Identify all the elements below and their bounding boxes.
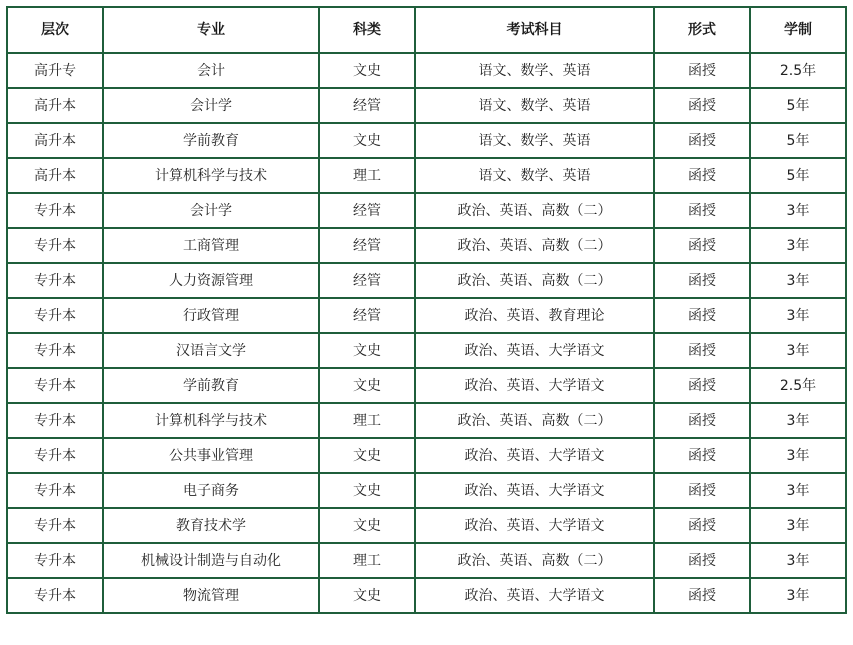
cell-category: 理工 xyxy=(319,543,415,578)
cell-duration: 3年 xyxy=(750,543,846,578)
cell-major: 行政管理 xyxy=(103,298,319,333)
table-row xyxy=(7,368,846,403)
cell-duration: 3年 xyxy=(750,508,846,543)
cell-major: 汉语言文学 xyxy=(103,333,319,368)
cell-study-form: 函授 xyxy=(654,578,750,613)
cell-duration: 2.5年 xyxy=(750,368,846,403)
table-row xyxy=(7,438,846,473)
cell-level: 专升本 xyxy=(7,263,103,298)
cell-exam-subjects: 政治、英语、高数（二） xyxy=(415,263,654,298)
cell-study-form: 函授 xyxy=(654,473,750,508)
cell-level: 专升本 xyxy=(7,438,103,473)
cell-level: 专升本 xyxy=(7,543,103,578)
cell-major: 物流管理 xyxy=(103,578,319,613)
table-row xyxy=(7,193,846,228)
cell-study-form: 函授 xyxy=(654,53,750,88)
cell-study-form: 函授 xyxy=(654,298,750,333)
cell-study-form: 函授 xyxy=(654,368,750,403)
cell-major: 公共事业管理 xyxy=(103,438,319,473)
cell-level: 专升本 xyxy=(7,578,103,613)
table-row xyxy=(7,543,846,578)
table-body xyxy=(7,53,846,613)
cell-exam-subjects: 政治、英语、大学语文 xyxy=(415,438,654,473)
header-level: 层次 xyxy=(7,7,103,53)
header-duration: 学制 xyxy=(750,7,846,53)
cell-exam-subjects: 政治、英语、高数（二） xyxy=(415,193,654,228)
cell-category: 经管 xyxy=(319,228,415,263)
cell-study-form: 函授 xyxy=(654,403,750,438)
cell-duration: 3年 xyxy=(750,403,846,438)
cell-exam-subjects: 政治、英语、高数（二） xyxy=(415,228,654,263)
table-row xyxy=(7,508,846,543)
cell-study-form: 函授 xyxy=(654,333,750,368)
cell-category: 文史 xyxy=(319,578,415,613)
cell-duration: 3年 xyxy=(750,578,846,613)
cell-level: 专升本 xyxy=(7,228,103,263)
cell-study-form: 函授 xyxy=(654,508,750,543)
cell-category: 经管 xyxy=(319,298,415,333)
cell-duration: 3年 xyxy=(750,333,846,368)
cell-category: 文史 xyxy=(319,53,415,88)
cell-duration: 3年 xyxy=(750,228,846,263)
cell-category: 文史 xyxy=(319,473,415,508)
cell-exam-subjects: 政治、英语、大学语文 xyxy=(415,368,654,403)
cell-major: 教育技术学 xyxy=(103,508,319,543)
table-row xyxy=(7,158,846,193)
table-row xyxy=(7,228,846,263)
cell-category: 文史 xyxy=(319,123,415,158)
cell-major: 学前教育 xyxy=(103,123,319,158)
cell-major: 会计学 xyxy=(103,193,319,228)
cell-duration: 2.5年 xyxy=(750,53,846,88)
cell-major: 会计学 xyxy=(103,88,319,123)
header-exam-subjects: 考试科目 xyxy=(415,7,654,53)
cell-study-form: 函授 xyxy=(654,228,750,263)
cell-major: 电子商务 xyxy=(103,473,319,508)
enrollment-table xyxy=(6,6,847,614)
cell-category: 经管 xyxy=(319,88,415,123)
cell-major: 会计 xyxy=(103,53,319,88)
cell-level: 专升本 xyxy=(7,193,103,228)
cell-exam-subjects: 语文、数学、英语 xyxy=(415,88,654,123)
cell-exam-subjects: 政治、英语、教育理论 xyxy=(415,298,654,333)
cell-category: 文史 xyxy=(319,508,415,543)
cell-exam-subjects: 语文、数学、英语 xyxy=(415,53,654,88)
cell-level: 高升本 xyxy=(7,123,103,158)
cell-level: 高升本 xyxy=(7,158,103,193)
cell-study-form: 函授 xyxy=(654,123,750,158)
cell-duration: 5年 xyxy=(750,158,846,193)
table-row xyxy=(7,473,846,508)
table-row xyxy=(7,403,846,438)
cell-study-form: 函授 xyxy=(654,263,750,298)
cell-level: 专升本 xyxy=(7,368,103,403)
cell-duration: 3年 xyxy=(750,473,846,508)
cell-exam-subjects: 政治、英语、大学语文 xyxy=(415,578,654,613)
cell-exam-subjects: 政治、英语、高数（二） xyxy=(415,403,654,438)
table-row xyxy=(7,578,846,613)
cell-study-form: 函授 xyxy=(654,193,750,228)
cell-exam-subjects: 政治、英语、大学语文 xyxy=(415,333,654,368)
cell-study-form: 函授 xyxy=(654,543,750,578)
cell-study-form: 函授 xyxy=(654,158,750,193)
table-row xyxy=(7,88,846,123)
table-row xyxy=(7,123,846,158)
cell-major: 计算机科学与技术 xyxy=(103,158,319,193)
cell-category: 文史 xyxy=(319,333,415,368)
cell-major: 工商管理 xyxy=(103,228,319,263)
cell-major: 学前教育 xyxy=(103,368,319,403)
cell-duration: 3年 xyxy=(750,193,846,228)
table-row xyxy=(7,263,846,298)
header-study-form: 形式 xyxy=(654,7,750,53)
cell-duration: 3年 xyxy=(750,438,846,473)
cell-level: 高升本 xyxy=(7,88,103,123)
cell-category: 经管 xyxy=(319,193,415,228)
header-major: 专业 xyxy=(103,7,319,53)
cell-category: 文史 xyxy=(319,368,415,403)
cell-exam-subjects: 政治、英语、大学语文 xyxy=(415,508,654,543)
cell-level: 专升本 xyxy=(7,403,103,438)
cell-exam-subjects: 政治、英语、大学语文 xyxy=(415,473,654,508)
cell-level: 专升本 xyxy=(7,333,103,368)
cell-category: 理工 xyxy=(319,403,415,438)
cell-category: 理工 xyxy=(319,158,415,193)
cell-major: 计算机科学与技术 xyxy=(103,403,319,438)
cell-category: 经管 xyxy=(319,263,415,298)
cell-level: 专升本 xyxy=(7,473,103,508)
cell-duration: 5年 xyxy=(750,123,846,158)
header-category: 科类 xyxy=(319,7,415,53)
table-row xyxy=(7,333,846,368)
cell-study-form: 函授 xyxy=(654,438,750,473)
cell-study-form: 函授 xyxy=(654,88,750,123)
table-row xyxy=(7,298,846,333)
cell-exam-subjects: 政治、英语、高数（二） xyxy=(415,543,654,578)
cell-major: 人力资源管理 xyxy=(103,263,319,298)
cell-level: 高升专 xyxy=(7,53,103,88)
cell-exam-subjects: 语文、数学、英语 xyxy=(415,158,654,193)
cell-level: 专升本 xyxy=(7,508,103,543)
cell-duration: 3年 xyxy=(750,298,846,333)
cell-major: 机械设计制造与自动化 xyxy=(103,543,319,578)
table-row xyxy=(7,53,846,88)
cell-level: 专升本 xyxy=(7,298,103,333)
cell-category: 文史 xyxy=(319,438,415,473)
cell-duration: 5年 xyxy=(750,88,846,123)
enrollment-table-container xyxy=(6,6,845,614)
header-row xyxy=(7,7,846,53)
cell-exam-subjects: 语文、数学、英语 xyxy=(415,123,654,158)
cell-duration: 3年 xyxy=(750,263,846,298)
table-header xyxy=(7,7,846,53)
